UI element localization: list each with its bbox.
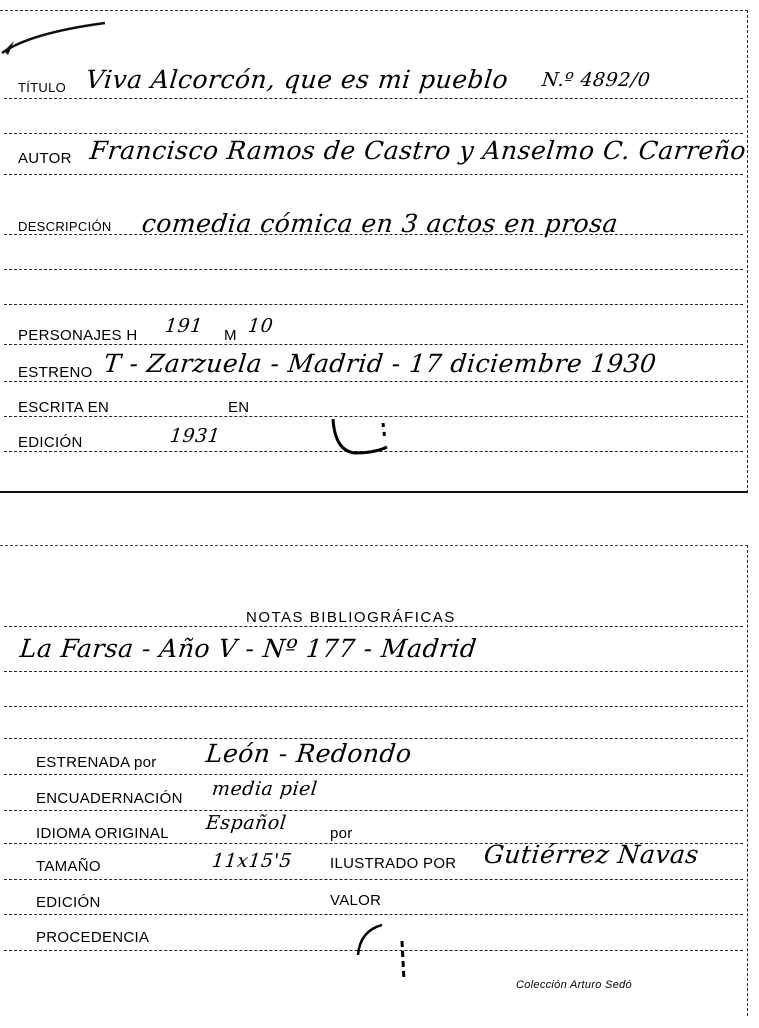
procedencia-label: PROCEDENCIA (36, 929, 150, 946)
estreno-label: ESTRENO (18, 364, 93, 381)
descripcion-label: DESCRIPCIÓN (18, 219, 112, 234)
encuadernacion-label: ENCUADERNACIÓN (36, 790, 183, 807)
idioma-label: IDIOMA ORIGINAL (36, 825, 169, 842)
edicion-label: EDICIÓN (18, 434, 83, 451)
estrenada-value: León - Redondo (204, 739, 414, 768)
edicion-value: 1931 (168, 425, 222, 447)
ilustrado-label: ILUSTRADO POR (330, 855, 457, 872)
tamano-label: TAMAÑO (36, 858, 101, 875)
valor-label: VALOR (330, 892, 382, 909)
titulo-label: TÍTULO (18, 80, 67, 95)
catalog-card-front (0, 10, 748, 493)
corner-pen-stroke (0, 11, 110, 61)
titulo-value: Viva Alcorcón, que es mi pueblo (84, 65, 510, 94)
tamano-value: 11x15'5 (210, 850, 294, 872)
personajes-m-label: M (224, 327, 237, 344)
idioma-value: Español (204, 812, 288, 834)
escrita-en-label: EN (228, 399, 250, 416)
encuadernacion-value: media piel (210, 778, 319, 800)
estreno-value: T - Zarzuela - Madrid - 17 diciembre 1930 (102, 349, 658, 378)
descripcion-value: comedia cómica en 3 actos en prosa (140, 209, 620, 238)
personajes-m-value: 10 (246, 315, 275, 337)
estrenada-label: ESTRENADA por (36, 754, 157, 771)
idioma-por-label: por (330, 825, 353, 842)
personajes-h-label: PERSONAJES H (18, 327, 138, 344)
coleccion-stamp: Colección Arturo Sedó (516, 979, 632, 991)
punch-hole-mark-back (352, 921, 412, 991)
edicion-back-label: EDICIÓN (36, 894, 101, 911)
autor-value: Francisco Ramos de Castro y Anselmo C. Carreño (88, 136, 748, 165)
notas-heading: NOTAS BIBLIOGRÁFICAS (246, 609, 456, 626)
autor-label: AUTOR (18, 150, 72, 167)
catalog-card-back (0, 545, 748, 1016)
escrita-label: ESCRITA EN (18, 399, 110, 416)
notas-value: La Farsa - Año V - Nº 177 - Madrid (18, 634, 479, 663)
punch-hole-mark (325, 411, 395, 461)
personajes-h-value: 191 (163, 315, 204, 337)
register-number: N.º 4892/0 (540, 69, 652, 91)
ilustrado-value: Gutiérrez Navas (482, 840, 701, 869)
